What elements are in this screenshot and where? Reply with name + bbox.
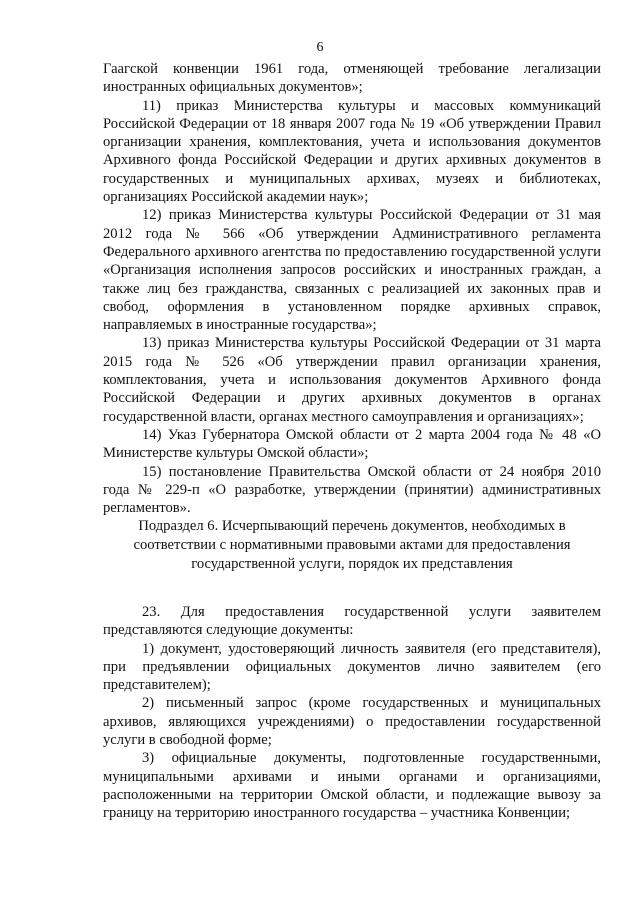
paragraph-item-12: 12) приказ Министерства культуры Российской Федерации от 31 мая 2012 года № 566 «Об утверждении Административного регламента Федерального архивного агентства по предоставлению государственной услуги «Организация исполнения запросов российских и иностранных граждан, а также лиц без гражданства, связанных с реализацией их законных прав и свобод, оформления в установленном порядке архивных справок, направляемых в иностранные государства»; [103, 207, 601, 334]
subsection-heading-line: государственной услуги, порядок их представления [191, 556, 513, 572]
paragraph-item-23: 23. Для предоставления государственной услуги заявителем представляются следующие документы: [103, 604, 601, 639]
subsection-heading-line: соответствии с нормативными правовыми актами для предоставления [133, 537, 571, 553]
paragraph-item-15: 15) постановление Правительства Омской области от 24 ноября 2010 года № 229-п «О разработке, утверждении (принятии) административных регламентов». [103, 463, 601, 517]
paragraph-item-14: 14) Указ Губернатора Омской области от 2 марта 2004 года № 48 «О Министерстве культуры Омской области»; [103, 426, 601, 462]
legal-acts-list [103, 60, 601, 517]
paragraph-item-11: 11) приказ Министерства культуры и массовых коммуникаций Российской Федерации от 18 января 2007 года № 19 «Об утверждении Правил организации хранения, комплектования, учета и использования документов Архивного фонда Российской Федерации и других архивных документов в государственных и муниципальных архивах, музеях и библиотеках, организациях Российской академии наук»; [103, 97, 601, 206]
paragraph-continuation: Гаагской конвенции 1961 года, отменяющей требование легализации иностранных официальных документов»; [103, 61, 601, 96]
paragraph-item-13: 13) приказ Министерства культуры Российской Федерации от 31 марта 2015 года № 526 «Об утверждении правил организации хранения, комплектования, учета и использования документов Архивного фонда Российской Федерации и других архивных документов в органах государственной власти, органах местного самоуправления и организациях»; [103, 335, 601, 425]
paragraph-item-23-1: 1) документ, удостоверяющий личность заявителя (его представителя), при предъявлении официальных документов лично заявителем (его представителем); [103, 640, 601, 694]
required-documents-list [103, 603, 601, 823]
subsection-heading-line: Подраздел 6. Исчерпывающий перечень документов, необходимых в [138, 518, 566, 534]
subsection-heading [103, 517, 601, 574]
paragraph-item-23-3: 3) официальные документы, подготовленные государственными, муниципальными архивами и иными органами и организациями, расположенными на территории Омской области, и подлежащие вывозу за границу на территорию иностранного государства – участника Конвенции; [103, 750, 601, 822]
paragraph-item-23-2: 2) письменный запрос (кроме государственных и муниципальных архивов, являющихся учреждениями) о предоставлении государственной услуги в свободной форме; [103, 695, 601, 749]
page-number: 6 [316, 40, 324, 55]
